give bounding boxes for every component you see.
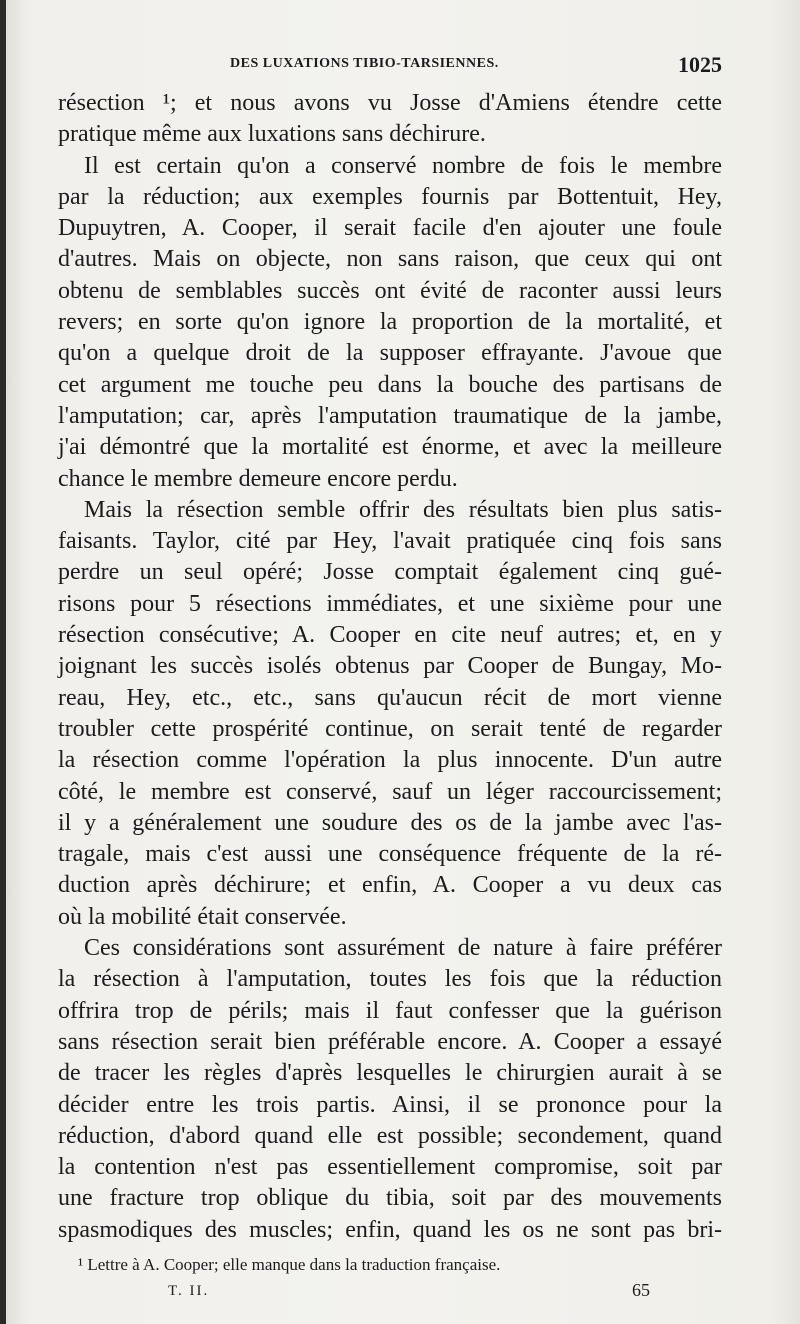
text-line: Il est certain qu'on a conservé nombre de fois le membre [84, 152, 722, 179]
text-line: joignant les succès isolés obtenus par Cooper de Bungay, Mo- [58, 653, 722, 680]
text-line: perdre un seul opéré; Josse comptait également cinq gué- [58, 559, 722, 586]
text-line: décider entre les trois partis. Ainsi, il se prononce pour la [58, 1091, 722, 1118]
text-line: Dupuytren, A. Cooper, il serait facile d'en ajouter une foule [58, 215, 722, 242]
paragraph [58, 933, 722, 1246]
text-line: réduction, d'abord quand elle est possible; secondement, quand [58, 1122, 722, 1149]
text-line: cet argument me touche peu dans la bouche des partisans de [58, 371, 722, 398]
text-line: risons pour 5 résections immédiates, et une sixième pour une [58, 590, 722, 617]
text-line: la résection à l'amputation, toutes les fois que la réduction [58, 966, 722, 993]
text-line: qu'on a quelque droit de la supposer effrayante. J'avoue que [58, 340, 722, 367]
page-number: 1025 [678, 52, 722, 77]
sheet-number: 65 [632, 1280, 650, 1300]
text-line: Ces considérations sont assurément de nature à faire préférer [84, 935, 722, 962]
page-binding-edge [0, 0, 6, 1324]
text-line: d'autres. Mais on objecte, non sans raison, que ceux qui ont [58, 246, 722, 273]
text-line: une fracture trop oblique du tibia, soit par des mouvements [58, 1185, 722, 1212]
text-line: il y a généralement une soudure des os de la jambe avec l'as- [58, 809, 722, 836]
text-line: Mais la résection semble offrir des résultats bien plus satis- [84, 496, 722, 523]
paragraph [58, 151, 722, 495]
sheet-signature: T. II. [168, 1283, 210, 1299]
footnote: ¹ Lettre à A. Cooper; elle manque dans la traduction française. [78, 1255, 501, 1274]
text-line: chance le membre demeure encore perdu. [58, 465, 458, 492]
text-line: côté, le membre est conservé, sauf un léger raccourcissement; [58, 778, 722, 805]
text-line: où la mobilité était conservée. [58, 903, 347, 930]
text-line: spasmodiques des muscles; enfin, quand les os ne sont pas bri- [58, 1216, 722, 1243]
text-line: revers; en sorte qu'on ignore la proportion de la mortalité, et [58, 309, 722, 336]
text-line: tragale, mais c'est aussi une conséquence fréquente de la ré- [58, 841, 722, 868]
running-header [58, 52, 722, 78]
text-line: résection consécutive; A. Cooper en cite neuf autres; et, en y [58, 622, 722, 649]
text-line: la résection comme l'opération la plus innocente. D'un autre [58, 747, 722, 774]
text-line: résection ¹; et nous avons vu Josse d'Amiens étendre cette [58, 90, 722, 116]
paragraph [58, 495, 722, 933]
text-line: troubler cette prospérité continue, on serait tenté de regarder [58, 715, 722, 742]
body-text [58, 88, 722, 1246]
text-line: sans résection serait bien préférable encore. A. Cooper a essayé [58, 1028, 722, 1055]
text-line: obtenu de semblables succès ont évité de raconter aussi leurs [58, 277, 722, 304]
text-line: par la réduction; aux exemples fournis par Bottentuit, Hey, [58, 183, 722, 210]
text-line: la contention n'est pas essentiellement compromise, soit par [58, 1154, 722, 1181]
running-header-title: DES LUXATIONS TIBIO-TARSIENNES. [230, 56, 499, 71]
paragraph [58, 88, 722, 151]
text-line: duction après déchirure; et enfin, A. Cooper a vu deux cas [58, 872, 722, 899]
text-line: de tracer les règles d'après lesquelles le chirurgien aurait à se [58, 1060, 722, 1087]
text-line: reau, Hey, etc., etc., sans qu'aucun récit de mort vienne [58, 684, 722, 711]
text-line: pratique même aux luxations sans déchirure. [58, 121, 486, 148]
text-line: offrira trop de périls; mais il faut confesser que la guérison [58, 997, 722, 1024]
text-line: faisants. Taylor, cité par Hey, l'avait pratiquée cinq fois sans [58, 528, 722, 555]
text-line: l'amputation; car, après l'amputation traumatique de la jambe, [58, 402, 722, 429]
text-line: j'ai démontré que la mortalité est énorme, et avec la meilleure [58, 434, 722, 461]
